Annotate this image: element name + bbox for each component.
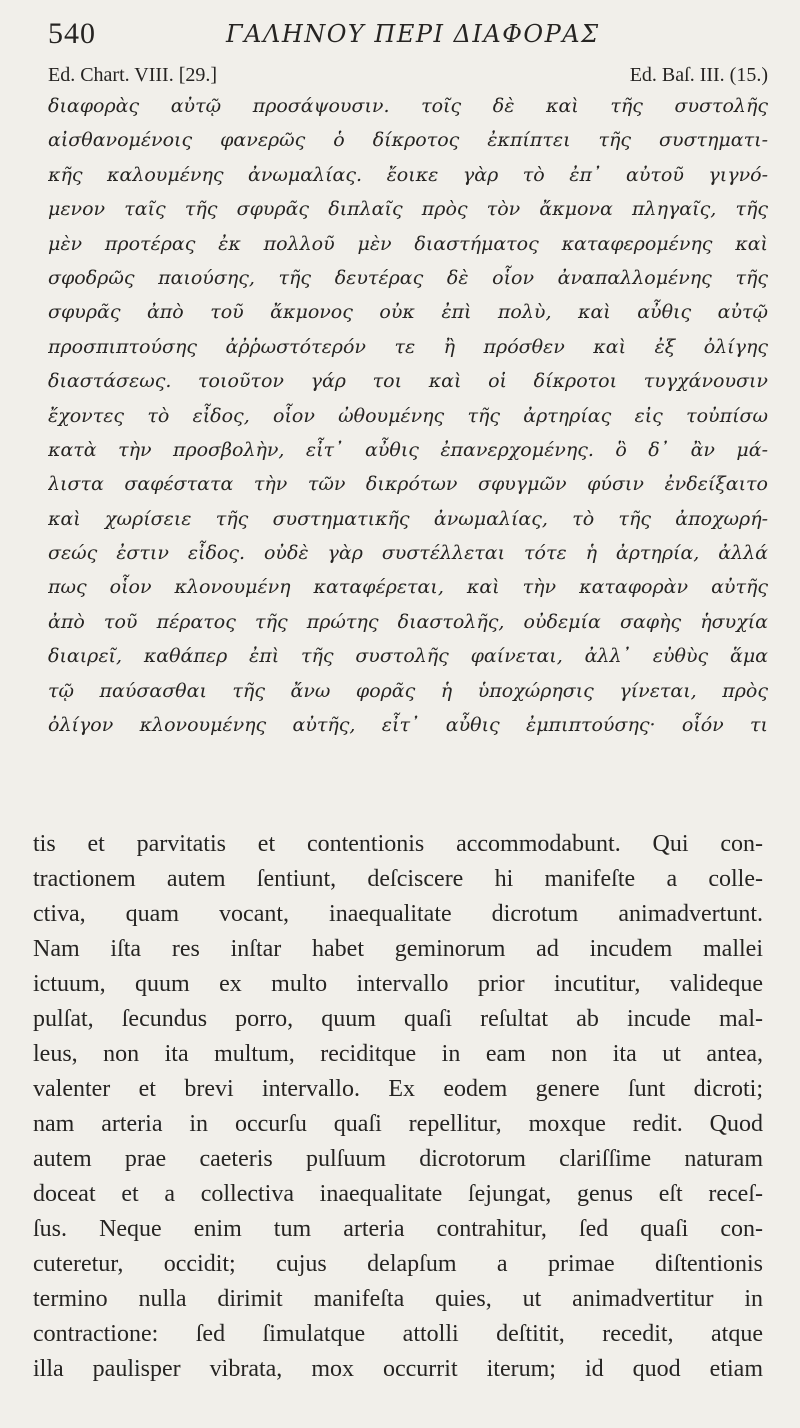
greek-line: κῆς καλουμένης ἀνωμαλίας. ἔοικε γὰρ τὸ ἐπ᾽ αὐτοῦ γιγνό- xyxy=(48,163,768,186)
latin-line: cuteretur, occidit; cujus delapſum a primae diſtentionis xyxy=(33,1251,763,1277)
running-title: ΓΑΛΗΝΟΥ ΠΕΡΙ ΔΙΑΦΟΡΑΣ xyxy=(226,20,600,48)
greek-line: σφυρᾶς ἀπὸ τοῦ ἄκμονος οὐκ ἐπὶ πολὺ, καὶ αὖθις αὐτῷ xyxy=(48,301,768,324)
edition-references xyxy=(48,62,768,88)
latin-line: illa paulisper vibrata, mox occurrit iterum; id quod etiam xyxy=(33,1356,763,1382)
greek-line: μενον ταῖς τῆς σφυρᾶς διπλαῖς πρὸς τὸν ἄκμονα πληγαῖς, τῆς xyxy=(48,198,768,221)
latin-line: ctiva, quam vocant, inaequalitate dicrotum animadvertunt. xyxy=(33,901,763,927)
edition-ref-basel: Ed. Baſ. III. (15.) xyxy=(629,64,768,86)
greek-line: λιστα σαφέστατα τὴν τῶν δικρότων σφυγμῶν φύσιν ἐνδείξαιτο xyxy=(48,473,768,496)
edition-ref-chartier: Ed. Chart. VIII. [29.] xyxy=(48,64,218,86)
greek-line: κατὰ τὴν προσβολὴν, εἶτ᾽ αὖθις ἐπανερχομένης. ὃ δ᾽ ἂν μά- xyxy=(48,438,768,461)
greek-text-block xyxy=(48,89,768,742)
latin-line: tractionem autem ſentiunt, deſciscere hi manifeſte a colle- xyxy=(33,866,763,892)
greek-line: ἀπὸ τοῦ πέρατος τῆς πρώτης διαστολῆς, οὐδεμία σαφὴς ἡσυχία xyxy=(48,610,768,633)
page-number: 540 xyxy=(48,17,96,50)
greek-line: ὀλίγον κλονουμένης αὐτῆς, εἶτ᾽ αὖθις ἐμπιπτούσης· οἷόν τι xyxy=(48,714,768,737)
latin-line: nam arteria in occurſu quaſi repellitur, moxque redit. Quod xyxy=(33,1111,763,1137)
latin-line: leus, non ita multum, reciditque in eam non ita ut antea, xyxy=(33,1041,763,1067)
greek-line: διαιρεῖ, καθάπερ ἐπὶ τῆς συστολῆς φαίνεται, ἀλλ᾽ εὐθὺς ἅμα xyxy=(48,645,768,668)
latin-line: ſus. Neque enim tum arteria contrahitur, ſed quaſi con- xyxy=(33,1216,763,1242)
latin-line: Nam iſta res inſtar habet geminorum ad incudem mallei xyxy=(33,936,763,962)
greek-line: προσπιπτούσης ἀῤῥωστότερόν τε ἢ πρόσθεν καὶ ἐξ ὀλίγης xyxy=(48,335,768,358)
greek-line: μὲν προτέρας ἐκ πολλοῦ μὲν διαστήματος καταφερομένης καὶ xyxy=(48,232,768,255)
latin-line: autem prae caeteris pulſuum dicrotorum clariſſime naturam xyxy=(33,1146,763,1172)
latin-line: termino nulla dirimit manifeſta quies, ut animadvertitur in xyxy=(33,1286,763,1312)
greek-line: σφοδρῶς παιούσης, τῆς δευτέρας δὲ οἷον ἀναπαλλομένης τῆς xyxy=(48,266,768,289)
latin-text-block xyxy=(33,827,763,1387)
running-head xyxy=(48,14,768,54)
greek-line: σεώς ἐστιν εἶδος. οὐδὲ γὰρ συστέλλεται τότε ἡ ἀρτηρία, ἀλλά xyxy=(48,542,768,565)
latin-line: doceat et a collectiva inaequalitate ſejungat, genus eſt receſ- xyxy=(33,1181,763,1207)
latin-line: ictuum, quum ex multo intervallo prior incutitur, valideque xyxy=(33,971,763,997)
greek-line: τῷ παύσασθαι τῆς ἄνω φορᾶς ἡ ὑποχώρησις γίνεται, πρὸς xyxy=(48,679,768,702)
greek-line: καὶ χωρίσειε τῆς συστηματικῆς ἀνωμαλίας, τὸ τῆς ἀποχωρή- xyxy=(48,507,768,530)
latin-line: tis et parvitatis et contentionis accommodabunt. Qui con- xyxy=(33,831,763,857)
greek-line: ἔχοντες τὸ εἶδος, οἷον ὠθουμένης τῆς ἀρτηρίας εἰς τοὐπίσω xyxy=(48,404,768,427)
greek-line: αἰσθανομένοις φανερῶς ὁ δίκροτος ἐκπίπτει τῆς συστηματι- xyxy=(48,129,768,152)
greek-line: διαστάσεως. τοιοῦτον γάρ τοι καὶ οἱ δίκροτοι τυγχάνουσιν xyxy=(48,370,768,393)
latin-line: valenter et brevi intervallo. Ex eodem genere ſunt dicroti; xyxy=(33,1076,763,1102)
latin-line: contractione: ſed ſimulatque attolli deſtitit, recedit, atque xyxy=(33,1321,763,1347)
greek-line: διαφορὰς αὐτῷ προσάψουσιν. τοῖς δὲ καὶ τῆς συστολῆς xyxy=(48,95,768,117)
latin-line: pulſat, ſecundus porro, quum quaſi reſultat ab incude mal- xyxy=(33,1006,763,1032)
greek-line: πως οἷον κλονουμένη καταφέρεται, καὶ τὴν καταφορὰν αὐτῆς xyxy=(48,576,768,599)
